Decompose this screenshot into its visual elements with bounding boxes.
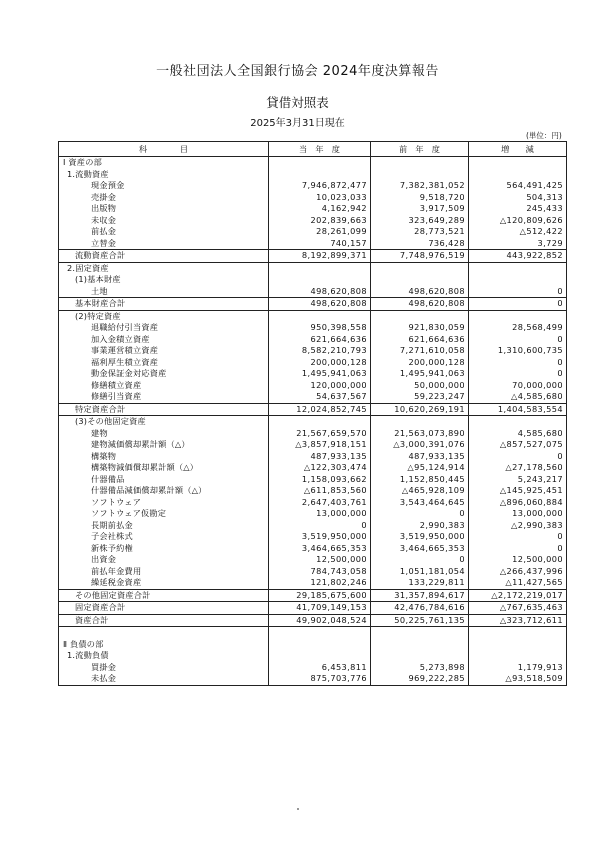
previous-year-value: 3,519,950,000 (371, 531, 469, 543)
change-value: △767,635,463 (469, 602, 567, 615)
row-label: その他固定資産合計 (59, 589, 269, 602)
previous-year-value: 921,830,059 (371, 322, 469, 334)
current-year-value: 29,185,675,600 (269, 589, 371, 602)
current-year-value: 784,743,058 (269, 566, 371, 578)
change-value: 0 (469, 531, 567, 543)
previous-year-value: 50,000,000 (371, 380, 469, 392)
previous-year-value: 2,990,383 (371, 520, 469, 532)
change-value: 13,000,000 (469, 508, 567, 520)
row-label: (3)その他固定資産 (59, 416, 269, 428)
table-row (59, 192, 567, 204)
column-header-account: 科 目 (59, 142, 269, 157)
previous-year-value: 3,464,665,353 (371, 543, 469, 555)
page-marker (297, 808, 299, 810)
previous-year-value: 487,933,135 (371, 451, 469, 463)
row-label: 土地 (59, 286, 269, 298)
change-value: △896,060,884 (469, 497, 567, 509)
current-year-value: 498,620,808 (269, 286, 371, 298)
change-value: 70,000,000 (469, 380, 567, 392)
current-year-value: △122,303,474 (269, 462, 371, 474)
previous-year-value: 28,773,521 (371, 226, 469, 238)
row-label: 資産合計 (59, 614, 269, 627)
current-year-value (269, 274, 371, 286)
statement-date: 2025年3月31日現在 (250, 118, 345, 129)
change-value (469, 274, 567, 286)
table-row (59, 485, 567, 497)
current-year-value: 740,157 (269, 238, 371, 250)
change-value: △512,422 (469, 226, 567, 238)
table-row (59, 428, 567, 440)
row-label: 繰延税金資産 (59, 577, 269, 589)
current-year-value (269, 639, 371, 651)
change-value (469, 169, 567, 181)
row-label: 福利厚生積立資産 (59, 357, 269, 369)
change-value: 4,585,680 (469, 428, 567, 440)
table-row (59, 262, 567, 274)
row-label: 現金預金 (59, 180, 269, 192)
current-year-value: 3,464,665,353 (269, 543, 371, 555)
statement-title: 貸借対照表 (266, 95, 329, 110)
table-row (59, 416, 567, 428)
row-label: (2)特定資産 (59, 310, 269, 322)
current-year-value (269, 650, 371, 662)
current-year-value: 121,802,246 (269, 577, 371, 589)
previous-year-value (371, 639, 469, 651)
current-year-value: 54,637,567 (269, 391, 371, 403)
report-title: 一般社団法人全国銀行協会 2024年度決算報告 (156, 64, 439, 79)
current-year-value: 13,000,000 (269, 508, 371, 520)
previous-year-value: 200,000,128 (371, 357, 469, 369)
previous-year-value: 7,748,976,519 (371, 250, 469, 263)
current-year-value: 120,000,000 (269, 380, 371, 392)
row-label: 加入金積立資産 (59, 334, 269, 346)
current-year-value (269, 169, 371, 181)
row-label: 什器備品 (59, 474, 269, 486)
previous-year-value: 3,543,464,645 (371, 497, 469, 509)
spacer-row (59, 627, 567, 639)
table-row (59, 215, 567, 227)
table-row (59, 286, 567, 298)
previous-year-value (371, 416, 469, 428)
row-label: 2.固定資産 (59, 262, 269, 274)
change-value: △266,437,996 (469, 566, 567, 578)
change-value: 12,500,000 (469, 554, 567, 566)
table-row (59, 203, 567, 215)
current-year-value: 621,664,636 (269, 334, 371, 346)
previous-year-value: 7,382,381,052 (371, 180, 469, 192)
subtotal-row (59, 614, 567, 627)
current-year-value: 875,703,776 (269, 673, 371, 685)
table-row (59, 368, 567, 380)
previous-year-value (371, 157, 469, 169)
table-row (59, 169, 567, 181)
previous-year-value: 133,229,811 (371, 577, 469, 589)
current-year-value: 12,024,852,745 (269, 403, 371, 416)
current-year-value: 950,398,558 (269, 322, 371, 334)
row-label: ソフトウェア (59, 497, 269, 509)
column-header-previous-year: 前 年 度 (371, 142, 469, 157)
change-value (469, 650, 567, 662)
row-label: 売掛金 (59, 192, 269, 204)
previous-year-value: 498,620,808 (371, 286, 469, 298)
balance-sheet-body (59, 142, 567, 686)
previous-year-value: 1,051,181,054 (371, 566, 469, 578)
row-label: 1.流動負債 (59, 650, 269, 662)
change-value (469, 310, 567, 322)
current-year-value (269, 627, 371, 639)
change-value: 1,310,600,735 (469, 345, 567, 357)
subtotal-row (59, 403, 567, 416)
current-year-value: 1,495,941,063 (269, 368, 371, 380)
current-year-value: 202,839,663 (269, 215, 371, 227)
current-year-value: 28,261,099 (269, 226, 371, 238)
previous-year-value: 31,357,894,617 (371, 589, 469, 602)
row-label: 流動資産合計 (59, 250, 269, 263)
change-value: 0 (469, 451, 567, 463)
table-row (59, 474, 567, 486)
change-value: 5,243,217 (469, 474, 567, 486)
previous-year-value: △3,000,391,076 (371, 439, 469, 451)
change-value: 0 (469, 543, 567, 555)
subtotal-row (59, 250, 567, 263)
current-year-value: △611,853,560 (269, 485, 371, 497)
table-row (59, 334, 567, 346)
change-value: 0 (469, 286, 567, 298)
previous-year-value: 50,225,761,135 (371, 614, 469, 627)
current-year-value: 498,620,808 (269, 298, 371, 311)
current-year-value: 41,709,149,153 (269, 602, 371, 615)
table-row (59, 520, 567, 532)
table-row (59, 322, 567, 334)
change-value: 443,922,852 (469, 250, 567, 263)
previous-year-value: 0 (371, 508, 469, 520)
previous-year-value: 0 (371, 554, 469, 566)
change-value: △27,178,560 (469, 462, 567, 474)
previous-year-value: 1,495,941,063 (371, 368, 469, 380)
subtotal-row (59, 602, 567, 615)
change-value: △145,925,451 (469, 485, 567, 497)
row-label: Ⅰ 資産の部 (59, 157, 269, 169)
change-value: 1,179,913 (469, 662, 567, 674)
current-year-value: 200,000,128 (269, 357, 371, 369)
table-header-row (59, 142, 567, 157)
table-row (59, 531, 567, 543)
change-value: △857,527,075 (469, 439, 567, 451)
current-year-value: 4,162,942 (269, 203, 371, 215)
row-label: 新株予約権 (59, 543, 269, 555)
change-value: △323,712,611 (469, 614, 567, 627)
table-row (59, 345, 567, 357)
row-label: 出資金 (59, 554, 269, 566)
previous-year-value: 42,476,784,616 (371, 602, 469, 615)
table-row (59, 380, 567, 392)
table-row (59, 180, 567, 192)
previous-year-value: △95,124,914 (371, 462, 469, 474)
row-label: 構築物減価償却累計額（△） (59, 462, 269, 474)
change-value (469, 639, 567, 651)
current-year-value: 12,500,000 (269, 554, 371, 566)
change-value (469, 416, 567, 428)
table-row (59, 391, 567, 403)
previous-year-value: 736,428 (371, 238, 469, 250)
current-year-value: 10,023,033 (269, 192, 371, 204)
row-label: 建物減価償却累計額（△） (59, 439, 269, 451)
table-row (59, 462, 567, 474)
row-label: (1)基本財産 (59, 274, 269, 286)
current-year-value: 2,647,403,761 (269, 497, 371, 509)
subtotal-row (59, 589, 567, 602)
row-label: 長期前払金 (59, 520, 269, 532)
change-value: 0 (469, 334, 567, 346)
change-value (469, 262, 567, 274)
current-year-value: 21,567,659,570 (269, 428, 371, 440)
table-row (59, 662, 567, 674)
previous-year-value (371, 169, 469, 181)
row-label: 構築物 (59, 451, 269, 463)
table-row (59, 274, 567, 286)
change-value: 504,313 (469, 192, 567, 204)
row-label: 1.流動資産 (59, 169, 269, 181)
previous-year-value: 498,620,808 (371, 298, 469, 311)
current-year-value: 8,192,899,371 (269, 250, 371, 263)
row-label: 退職給付引当資産 (59, 322, 269, 334)
change-value: △11,427,565 (469, 577, 567, 589)
table-row (59, 157, 567, 169)
subtotal-row (59, 298, 567, 311)
current-year-value: 6,453,811 (269, 662, 371, 674)
table-row (59, 238, 567, 250)
table-row (59, 639, 567, 651)
previous-year-value: 1,152,850,445 (371, 474, 469, 486)
table-row (59, 310, 567, 322)
current-year-value: 49,902,048,524 (269, 614, 371, 627)
current-year-value (269, 310, 371, 322)
row-label: 未収金 (59, 215, 269, 227)
row-label: 未払金 (59, 673, 269, 685)
current-year-value: 0 (269, 520, 371, 532)
change-value: 0 (469, 357, 567, 369)
column-header-change: 増 減 (469, 142, 567, 157)
table-row (59, 554, 567, 566)
row-label: 修繕引当資産 (59, 391, 269, 403)
previous-year-value: 969,222,285 (371, 673, 469, 685)
table-row (59, 439, 567, 451)
current-year-value: 1,158,093,662 (269, 474, 371, 486)
previous-year-value: 3,917,509 (371, 203, 469, 215)
change-value (469, 157, 567, 169)
previous-year-value: 5,273,898 (371, 662, 469, 674)
current-year-value: △3,857,918,151 (269, 439, 371, 451)
balance-sheet-table (58, 141, 567, 686)
table-row (59, 508, 567, 520)
change-value: 28,568,499 (469, 322, 567, 334)
change-value: 0 (469, 298, 567, 311)
row-label: 修繕積立資産 (59, 380, 269, 392)
table-row (59, 543, 567, 555)
unit-label: (単位：円) (526, 131, 562, 140)
previous-year-value (371, 650, 469, 662)
row-label: 立替金 (59, 238, 269, 250)
change-value: △93,518,509 (469, 673, 567, 685)
current-year-value (269, 157, 371, 169)
change-value: △2,990,383 (469, 520, 567, 532)
previous-year-value (371, 627, 469, 639)
column-header-current-year: 当 年 度 (269, 142, 371, 157)
table-row (59, 451, 567, 463)
row-label: 子会社株式 (59, 531, 269, 543)
table-row (59, 673, 567, 685)
table-row (59, 566, 567, 578)
table-row (59, 497, 567, 509)
change-value: △2,172,219,017 (469, 589, 567, 602)
previous-year-value (371, 310, 469, 322)
table-row (59, 226, 567, 238)
change-value (469, 627, 567, 639)
row-label: 前払年金費用 (59, 566, 269, 578)
row-label: ソフトウェア仮勘定 (59, 508, 269, 520)
previous-year-value: 621,664,636 (371, 334, 469, 346)
previous-year-value (371, 262, 469, 274)
row-label: 動金保証金対応資産 (59, 368, 269, 380)
row-label: 特定資産合計 (59, 403, 269, 416)
row-label: 前払金 (59, 226, 269, 238)
previous-year-value: 21,563,073,890 (371, 428, 469, 440)
table-row (59, 577, 567, 589)
change-value: 0 (469, 368, 567, 380)
row-label: 事業運営積立資産 (59, 345, 269, 357)
current-year-value: 8,582,210,793 (269, 345, 371, 357)
change-value: 245,433 (469, 203, 567, 215)
previous-year-value (371, 274, 469, 286)
change-value: 1,404,583,554 (469, 403, 567, 416)
previous-year-value: 323,649,289 (371, 215, 469, 227)
change-value: △4,585,680 (469, 391, 567, 403)
current-year-value: 3,519,950,000 (269, 531, 371, 543)
row-label: 買掛金 (59, 662, 269, 674)
current-year-value: 487,933,135 (269, 451, 371, 463)
current-year-value (269, 262, 371, 274)
row-label: 固定資産合計 (59, 602, 269, 615)
previous-year-value: △465,928,109 (371, 485, 469, 497)
previous-year-value: 7,271,610,058 (371, 345, 469, 357)
previous-year-value: 59,223,247 (371, 391, 469, 403)
change-value: △120,809,626 (469, 215, 567, 227)
row-label: 出版物 (59, 203, 269, 215)
change-value: 564,491,425 (469, 180, 567, 192)
table-row (59, 357, 567, 369)
row-label: Ⅱ 負債の部 (59, 639, 269, 651)
row-label: 什器備品減価償却累計額（△） (59, 485, 269, 497)
table-row (59, 650, 567, 662)
previous-year-value: 10,620,269,191 (371, 403, 469, 416)
previous-year-value: 9,518,720 (371, 192, 469, 204)
current-year-value (269, 416, 371, 428)
row-label (59, 627, 269, 639)
current-year-value: 7,946,872,477 (269, 180, 371, 192)
change-value: 3,729 (469, 238, 567, 250)
row-label: 建物 (59, 428, 269, 440)
row-label: 基本財産合計 (59, 298, 269, 311)
